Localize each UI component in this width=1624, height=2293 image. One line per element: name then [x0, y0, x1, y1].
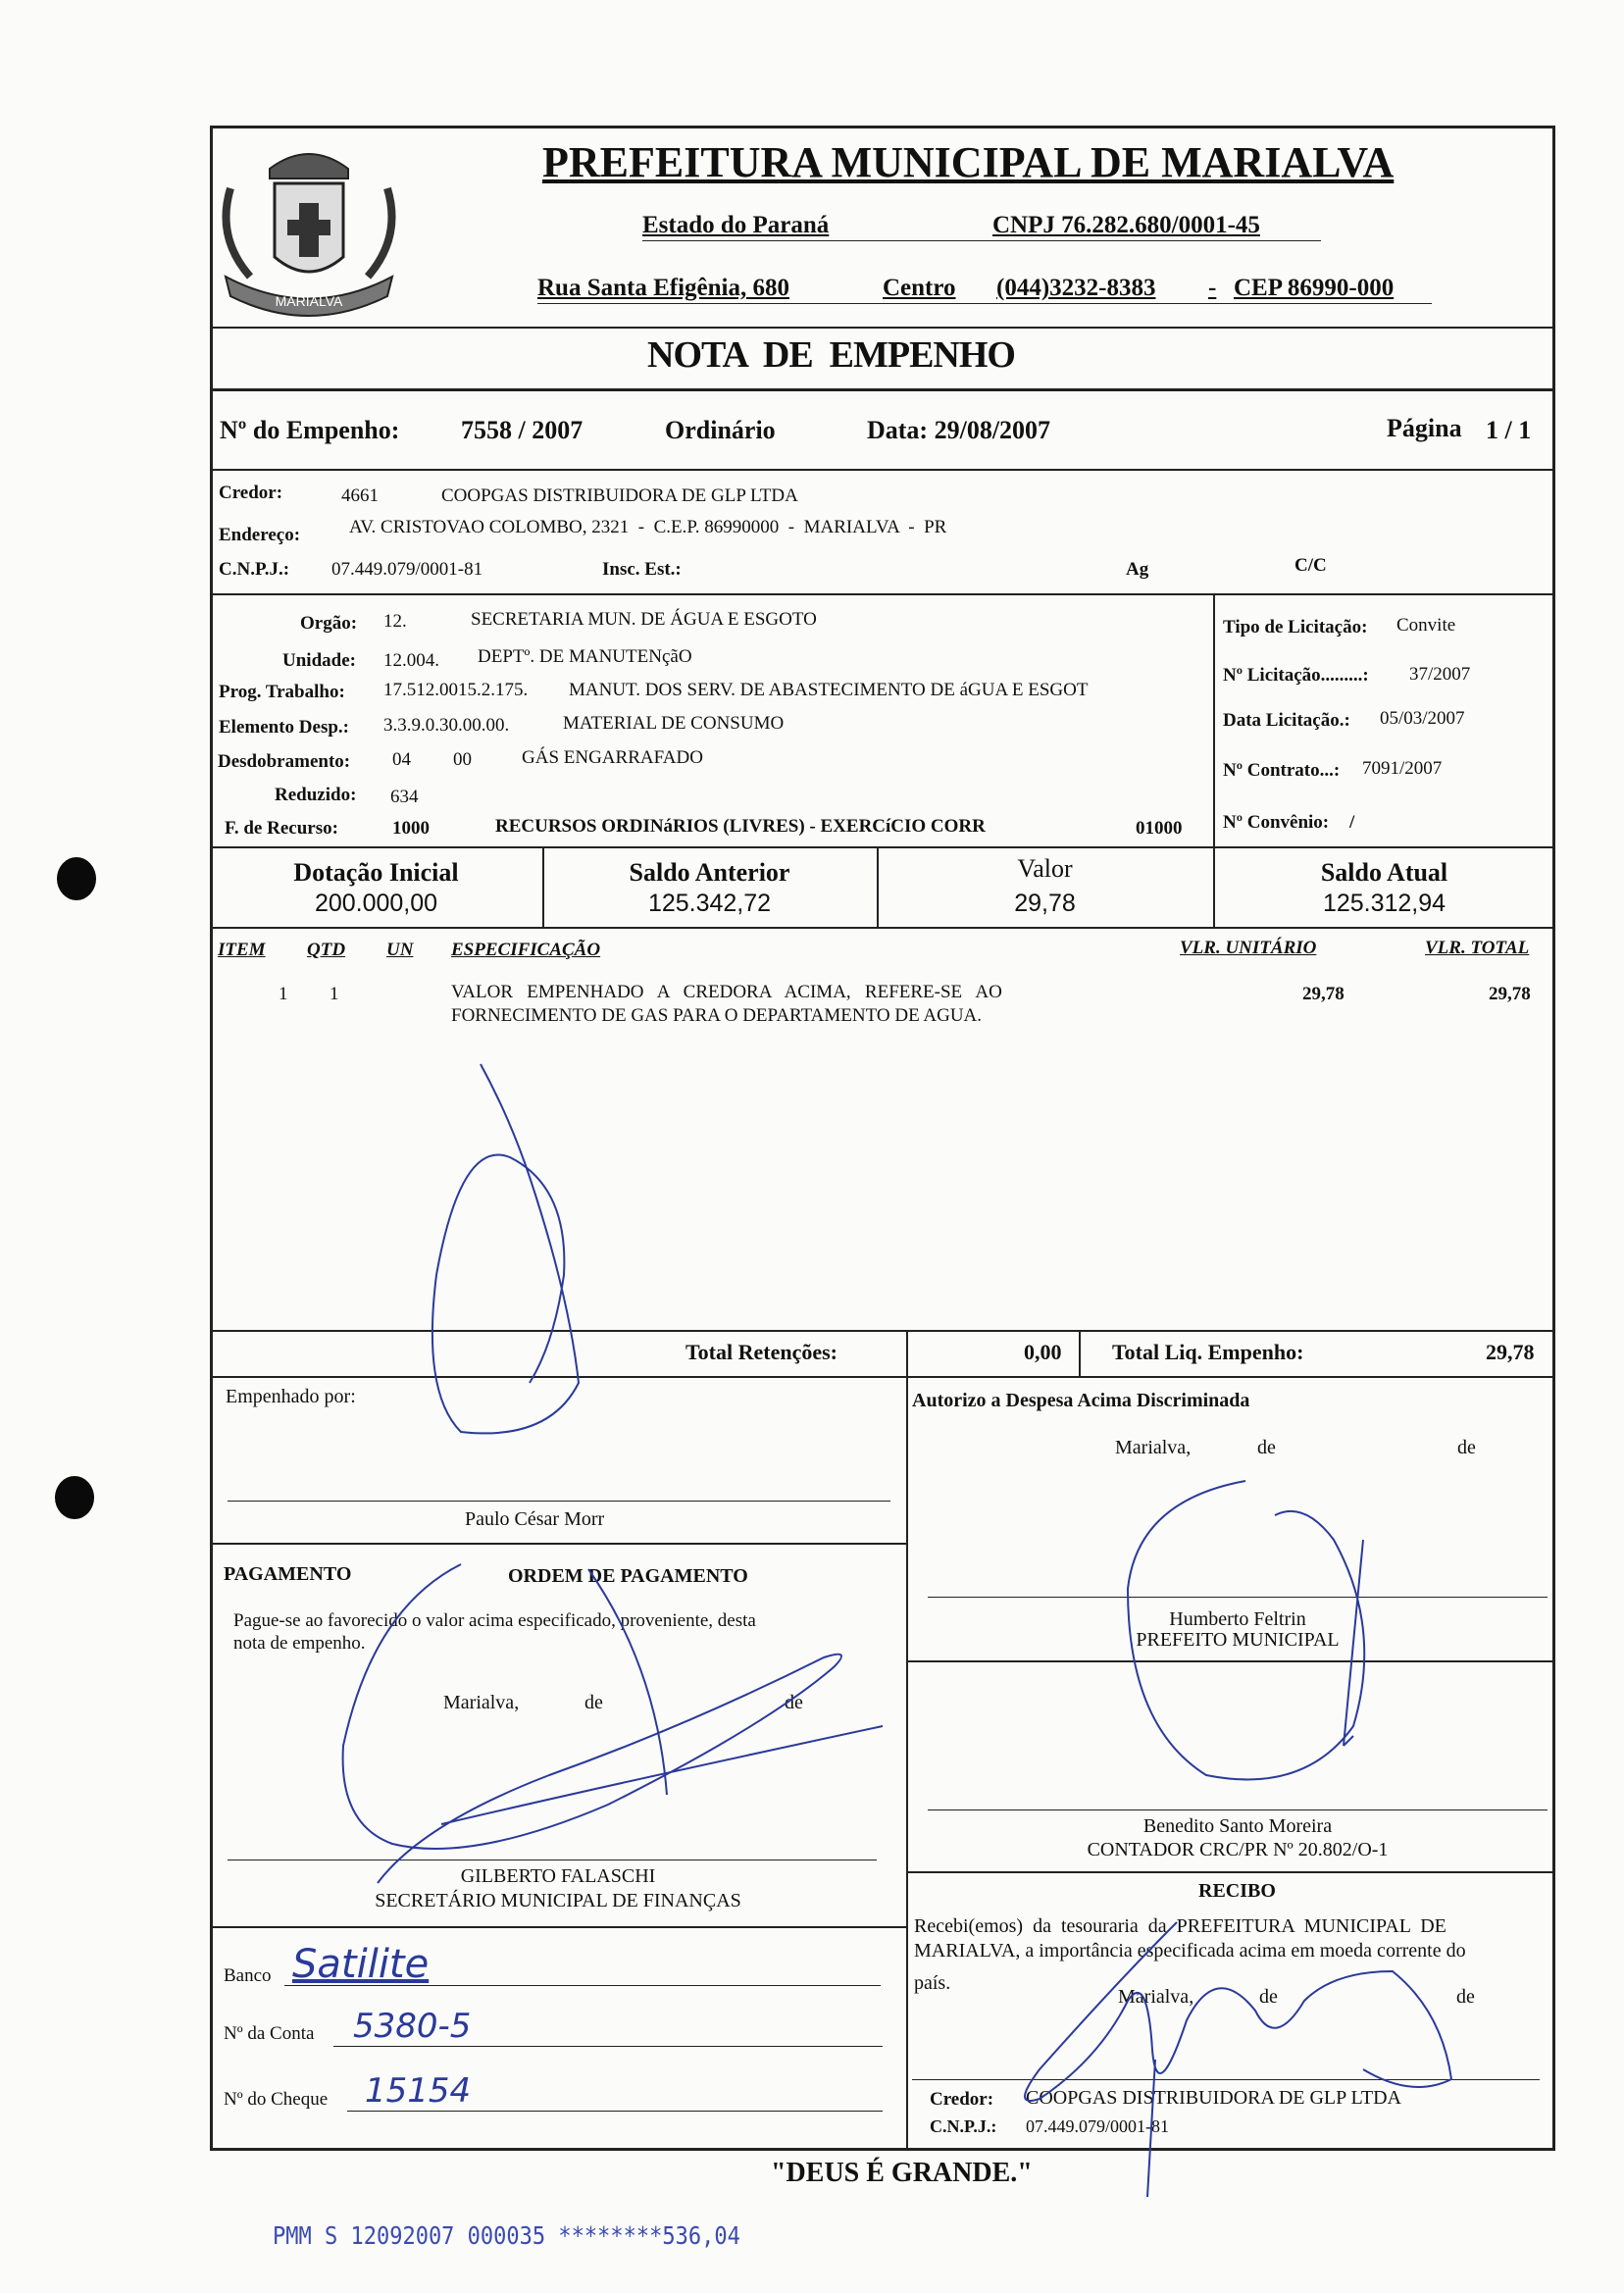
pagamento-label: PAGAMENTO — [224, 1563, 352, 1585]
secretary-title: SECRETÁRIO MUNICIPAL DE FINANÇAS — [375, 1890, 741, 1911]
banco-value: Satilite — [292, 1942, 430, 1987]
cheque-label: Nº do Cheque — [224, 2089, 329, 2110]
cheque-value: 15154 — [365, 2071, 472, 2111]
row-item: 1 — [279, 984, 288, 1004]
ag-label: Ag — [1126, 559, 1149, 580]
elemento-label: Elemento Desp.: — [219, 717, 349, 738]
page-title: PREFEITURA MUNICIPAL DE MARIALVA — [542, 138, 1395, 186]
elemento: MATERIAL DE CONSUMO — [563, 713, 785, 734]
row-unit-price: 29,78 — [1302, 984, 1345, 1004]
recibo-de1: de — [1259, 1986, 1278, 2008]
credor-code: 4661 — [341, 485, 379, 506]
credor-cnpj: 07.449.079/0001-81 — [331, 559, 483, 580]
col-total: VLR. TOTAL — [1425, 938, 1530, 958]
pagamento-city: Marialva, — [443, 1692, 520, 1713]
recibo-text2: MARIALVA, a importância especificada acima em moeda corrente do — [914, 1940, 1466, 1962]
mayor-name: Humberto Feltrin — [1169, 1608, 1306, 1630]
banco-label: Banco — [224, 1965, 272, 1986]
header-cnpj: CNPJ 76.282.680/0001-45 — [992, 212, 1260, 238]
empenhado-name: Paulo César Morr — [465, 1508, 605, 1530]
recibo-text3: país. — [914, 1972, 951, 1994]
pagamento-de1: de — [584, 1692, 603, 1713]
autorizo-de1: de — [1257, 1437, 1276, 1458]
elemento-code: 3.3.9.0.30.00.00. — [383, 715, 510, 736]
empenho-date: Data: 29/08/2007 — [867, 416, 1051, 444]
prog: MANUT. DOS SERV. DE ABASTECIMENTO DE áGUA E ESGOT — [569, 680, 1089, 700]
empenho-number-label: Nº do Empenho: — [220, 416, 400, 444]
header-district: Centro — [883, 275, 956, 301]
unidade-label: Unidade: — [282, 650, 356, 671]
punch-hole-top — [57, 857, 96, 900]
col-spec: ESPECIFICAÇÃO — [451, 940, 601, 960]
accountant-title: CONTADOR CRC/PR Nº 20.802/O-1 — [1087, 1839, 1389, 1860]
recibo-de2: de — [1456, 1986, 1475, 2008]
licitacao-num: 37/2007 — [1409, 664, 1471, 685]
reduzido: 634 — [390, 787, 419, 807]
recibo-credor-label: Credor: — [930, 2089, 994, 2110]
header-cep: CEP 86990-000 — [1234, 275, 1395, 301]
credor-label: Credor: — [219, 483, 283, 503]
accountant-name: Benedito Santo Moreira — [1142, 1815, 1333, 1837]
punch-hole-bottom — [55, 1476, 94, 1519]
row-spec-line2: FORNECIMENTO DE GAS PARA O DEPARTAMENTO DE AGUA. — [451, 1005, 983, 1026]
dotacao-inicial-label: Dotação Inicial — [293, 858, 459, 887]
header-dash: - — [1208, 275, 1217, 301]
convenio: / — [1349, 812, 1355, 833]
empenho-type: Ordinário — [665, 416, 776, 444]
col-unit-price: VLR. UNITÁRIO — [1180, 938, 1317, 958]
liquido: 29,78 — [1486, 1340, 1535, 1364]
pagamento-text2: nota de empenho. — [233, 1633, 366, 1654]
header-street: Rua Santa Efigênia, 680 — [537, 275, 789, 301]
orgao: SECRETARIA MUN. DE ÁGUA E ESGOTO — [471, 609, 817, 630]
desdobramento-label: Desdobramento: — [218, 751, 351, 772]
desdobramento-code1: 04 — [392, 749, 411, 770]
page-number: 1 / 1 — [1486, 416, 1532, 444]
autorizo-title: Autorizo a Despesa Acima Discriminada — [912, 1390, 1250, 1411]
cc-label: C/C — [1294, 555, 1327, 576]
col-item: ITEM — [218, 940, 266, 960]
retencoes-label: Total Retenções: — [685, 1340, 837, 1364]
recibo-title: RECIBO — [1198, 1880, 1276, 1902]
page-label: Página — [1387, 414, 1462, 442]
contrato: 7091/2007 — [1362, 758, 1443, 779]
municipal-crest — [211, 129, 407, 335]
pagamento-text1: Pague-se ao favorecido o valor acima especificado, proveniente, desta — [233, 1610, 756, 1631]
dotacao-inicial: 200.000,00 — [314, 890, 438, 917]
desdobramento-code2: 00 — [453, 749, 472, 770]
recurso-code2: 01000 — [1136, 818, 1183, 839]
insc-label: Insc. Est.: — [602, 559, 682, 580]
licitacao-num-label: Nº Licitação.........: — [1223, 665, 1369, 686]
header-phone: (044)3232-8383 — [996, 275, 1156, 301]
empenho-number: 7558 / 2007 — [461, 416, 584, 444]
conta-value: 5380-5 — [353, 2007, 472, 2046]
conta-label: Nº da Conta — [224, 2023, 315, 2044]
recurso: RECURSOS ORDINáRIOS (LIVRES) - EXERCíCIO CORR — [495, 816, 986, 837]
col-un: UN — [386, 940, 414, 960]
convenio-label: Nº Convênio: — [1223, 812, 1330, 833]
endereco: AV. CRISTOVAO COLOMBO, 2321 - C.E.P. 86990000 - MARIALVA - PR — [349, 517, 947, 537]
autorizo-de2: de — [1457, 1437, 1476, 1458]
endereco-label: Endereço: — [219, 525, 301, 545]
licitacao-tipo: Convite — [1396, 615, 1456, 636]
orgao-label: Orgão: — [300, 613, 358, 634]
secretary-name: GILBERTO FALASCHI — [460, 1865, 656, 1887]
mayor-title: PREFEITO MUNICIPAL — [1136, 1629, 1340, 1651]
autorizo-city: Marialva, — [1115, 1437, 1192, 1458]
credor-name: COOPGAS DISTRIBUIDORA DE GLP LTDA — [441, 485, 798, 506]
recurso-label: F. de Recurso: — [225, 818, 338, 839]
col-qtd: QTD — [307, 940, 346, 960]
valor: 29,78 — [1014, 890, 1076, 917]
licitacao-data-label: Data Licitação.: — [1223, 710, 1350, 731]
pagamento-de2: de — [785, 1692, 803, 1713]
orgao-code: 12. — [383, 611, 407, 632]
recibo-cnpj-label: C.N.P.J.: — [930, 2116, 997, 2136]
unidade: DEPTº. DE MANUTENçãO — [478, 646, 692, 667]
saldo-atual: 125.312,94 — [1322, 890, 1446, 917]
document-title: NOTA DE EMPENHO — [647, 334, 1015, 376]
empenhado-label: Empenhado por: — [226, 1386, 356, 1407]
licitacao-data: 05/03/2007 — [1380, 708, 1465, 729]
row-qtd: 1 — [330, 984, 339, 1004]
saldo-atual-label: Saldo Atual — [1320, 858, 1448, 887]
reduzido-label: Reduzido: — [275, 785, 357, 805]
ordem-pagamento-title: ORDEM DE PAGAMENTO — [508, 1565, 748, 1587]
recibo-city: Marialva, — [1118, 1986, 1194, 2008]
row-total: 29,78 — [1489, 984, 1531, 1004]
saldo-anterior-label: Saldo Anterior — [629, 858, 790, 887]
recibo-credor: COOPGAS DISTRIBUIDORA DE GLP LTDA — [1026, 2087, 1401, 2109]
valor-label: Valor — [1017, 854, 1073, 883]
saldo-anterior: 125.342,72 — [647, 890, 772, 917]
liquido-label: Total Liq. Empenho: — [1112, 1340, 1304, 1364]
desdobramento: GÁS ENGARRAFADO — [522, 747, 703, 768]
state-name: Estado do Paraná — [642, 212, 830, 238]
licitacao-tipo-label: Tipo de Licitação: — [1223, 617, 1368, 637]
recurso-code: 1000 — [392, 818, 430, 839]
prog-code: 17.512.0015.2.175. — [383, 680, 529, 700]
crest-ribbon-text: MARIALVA — [275, 293, 343, 309]
row-spec-line1: VALOR EMPENHADO A CREDORA ACIMA, REFERE-SE AO — [451, 982, 1002, 1002]
recibo-cnpj: 07.449.079/0001-81 — [1026, 2116, 1169, 2136]
contrato-label: Nº Contrato...: — [1223, 760, 1341, 781]
recibo-text1: Recebi(emos) da tesouraria da PREFEITURA MUNICIPAL DE — [914, 1915, 1446, 1937]
unidade-code: 12.004. — [383, 650, 439, 671]
retencoes: 0,00 — [1024, 1340, 1062, 1364]
credor-cnpj-label: C.N.P.J.: — [219, 559, 290, 580]
footer-motto: "DEUS É GRANDE." — [771, 2158, 1033, 2188]
prog-label: Prog. Trabalho: — [219, 682, 345, 702]
bank-stamp: PMM S 12092007 000035 ********536,04 — [273, 2222, 740, 2251]
